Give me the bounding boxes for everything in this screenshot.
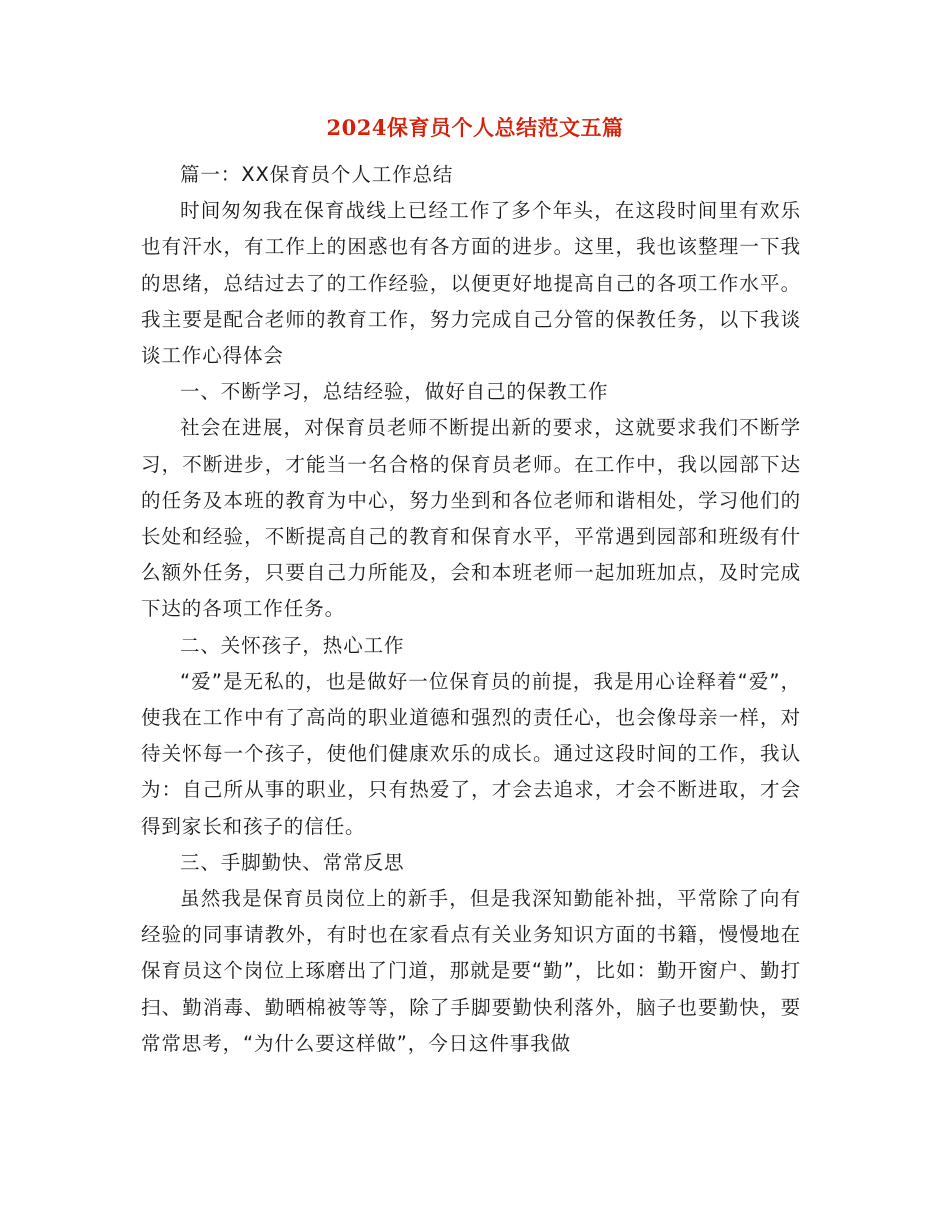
body-paragraph-two: “爱”是无私的，也是做好一位保育员的前提，我是用心诠释着“爱”，使我在工作中有了高尚的职业道德和强烈的责任心，也会像母亲一样，对待关怀每一个孩子，使他们健康欢乐的成长。通过这段时间的工作，我认为：自己所从事的职业，只有热爱了，才会去追求，才会不断进取，才会得到家长和孩子的信任。 [141,669,801,838]
section-heading-two: 二、关怀孩子，热心工作 [180,633,405,657]
section-heading-one: 一、不断学习，总结经验，做好自己的保教工作 [180,380,609,404]
document-title: 2024保育员个人总结范文五篇 [326,115,624,140]
body-paragraph-one: 社会在进展，对保育员老师不断提出新的要求，这就要求我们不断学习，不断进步，才能当一名合格的保育员老师。在工作中，我以园部下达的任务及本班的教育为中心，努力坐到和各位老师和谐相处，学习他们的长处和经验，不断提高自己的教育和保育水平，平常遇到园部和班级有什么额外任务，只要自己力所能及，会和本班老师一起加班加点，及时完成下达的各项工作任务。 [141,416,801,621]
intro-paragraph: 时间匆匆我在保育战线上已经工作了多个年头，在这段时间里有欢乐也有汗水，有工作上的困惑也有各方面的进步。这里，我也该整理一下我的思绪，总结过去了的工作经验，以便更好地提高自己的各项工作水平。我主要是配合老师的教育工作，努力完成自己分管的保教任务，以下我谈谈工作心得体会 [141,199,801,368]
body-paragraph-three: 虽然我是保育员岗位上的新手，但是我深知勤能补拙，平常除了向有经验的同事请教外，有时也在家看点有关业务知识方面的书籍，慢慢地在保育员这个岗位上琢磨出了门道，那就是要“勤”，比如：勤开窗户、勤打扫、勤消毒、勤晒棉被等等，除了手脚要勤快利落外，脑子也要勤快，要常常思考，“为什么要这样做”，今日这件事我做 [141,887,801,1055]
document-body [141,157,801,1062]
section-heading-three: 三、手脚勤快、常常反思 [180,850,405,874]
section-heading-part-one: 篇一：XX保育员个人工作总结 [180,163,454,186]
